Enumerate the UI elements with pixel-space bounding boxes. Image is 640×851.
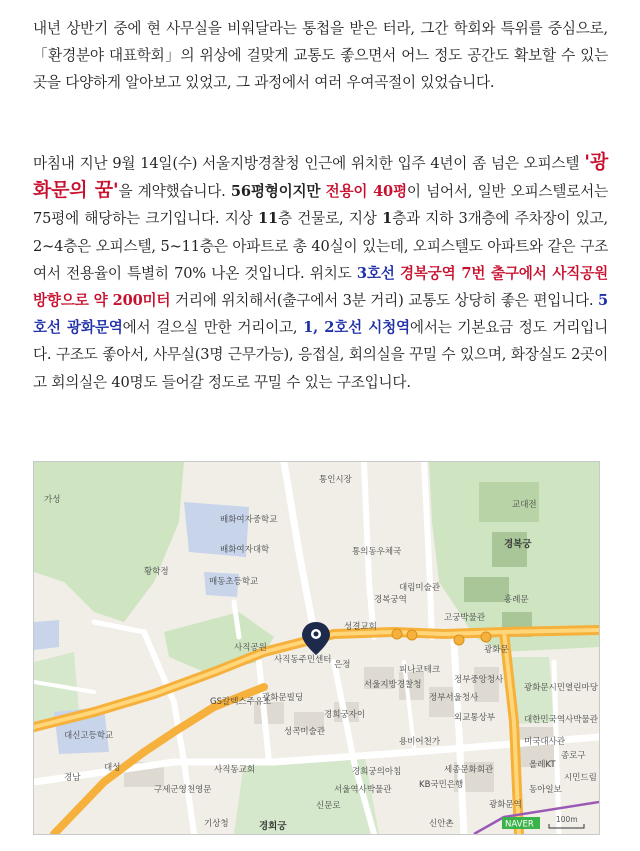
text-segment: 에서는 기본요금 정도 거리입니다. 구조도 좋아서, 사무실(3명 근무가능), 응접실, 회의실을 꾸밀 수 있으며, 화장실도 2곳이고 회의실은 40명도 들어갈 정도로 꾸밀 수 있는 구조입니다. bbox=[33, 319, 608, 391]
line12-highlight: 1, 2호선 시청역 bbox=[303, 319, 410, 337]
map-label: 외교통상부 bbox=[454, 713, 496, 723]
map-label: 광화문시민열린마당 bbox=[524, 683, 598, 693]
map-label: 서울지방경찰청 bbox=[364, 680, 422, 690]
map-label: 대림미술관 bbox=[399, 583, 441, 593]
map-label: 통인시장 bbox=[319, 475, 352, 485]
map-label: 성결교회 bbox=[344, 622, 377, 632]
text-segment: 층과 지하 3개층에 주차장이 있고, 2~4층은 오피스텔, 5~11층은 아파트로 총 40실이 있는데, 오피스텔도 아파트와 같은 구조여서 전용율이 특별히 70% 나온 것입니다. 위치도 bbox=[33, 210, 608, 282]
text-segment: 거리에 위치해서(출구에서 3분 거리) 교통도 상당히 좋은 편입니다. bbox=[170, 292, 599, 310]
map-label: 신안촌 bbox=[429, 819, 454, 829]
text-segment: 마침내 지난 9월 14일(수) 서울지방경찰청 인근에 위치한 입주 4년이 좀 넘은 오피스텔 bbox=[33, 155, 585, 172]
map-label: 대성 bbox=[104, 763, 121, 773]
map-label: 사직공원 bbox=[234, 643, 267, 653]
map-label: 경희궁 bbox=[259, 821, 287, 832]
map-label: 통의동우체국 bbox=[352, 547, 402, 557]
map-label: 은정 bbox=[334, 660, 351, 670]
map-label: 사직동주민센터 bbox=[274, 655, 332, 665]
map-label: 구세군영천영문 bbox=[154, 785, 212, 795]
map-label: 교대전 bbox=[512, 500, 537, 510]
naver-logo bbox=[502, 817, 540, 830]
text-segment: 이 넘어서, 일반 오피스텔로서는 75평에 해당하는 크기입니다. 지상 bbox=[33, 183, 608, 228]
map-label: 정부서울청사 bbox=[429, 693, 479, 703]
map-label: 종로구 bbox=[561, 751, 586, 761]
map-label: KB국민은행 bbox=[419, 780, 464, 790]
map-label: GS칼텍스주유소 bbox=[210, 697, 272, 707]
map-label: 용비어천가 bbox=[399, 737, 441, 747]
map-label: 경복궁역 bbox=[374, 595, 407, 605]
map-label: 고궁박물관 bbox=[444, 613, 486, 623]
svg-text:NAVER: NAVER bbox=[505, 819, 534, 830]
map-label: 피나코테크 bbox=[399, 665, 441, 675]
map-label: 배화여자대학 bbox=[220, 545, 270, 555]
map-canvas[interactable] bbox=[34, 462, 599, 834]
map-label: 기상청 bbox=[204, 819, 229, 829]
map-label: 황학정 bbox=[144, 567, 169, 577]
map-label: 경희궁자이 bbox=[324, 710, 366, 720]
floor1-highlight: 1 bbox=[382, 210, 393, 228]
map-label: 광화문역 bbox=[489, 800, 522, 810]
exit-direction-highlight: 경복궁역 7번 출구에서 사직공원 방향으로 약 200미터 bbox=[33, 264, 608, 310]
map-label: 광화문빌딩 bbox=[262, 693, 304, 703]
floors-highlight: 11 bbox=[258, 210, 278, 228]
line5-highlight: 5호선 광화문역 bbox=[33, 292, 608, 337]
map-label: 흥례문 bbox=[504, 595, 529, 605]
svg-text:100m: 100m bbox=[556, 815, 578, 824]
map-label: 대한민국역사박물관 bbox=[524, 715, 598, 725]
intro-text: 내년 상반기 중에 현 사무실을 비워달라는 통첩을 받은 터라, 그간 학회와 특위를 중심으로, 「환경분야 대표학회」의 위상에 걸맞게 교통도 좋으면서 어느 정도 공간도 확보할 수 있는 곳을 다양하게 알아보고 있었고, 그 과정에서 여러 우여곡절이 있었습니다. bbox=[33, 20, 608, 92]
officetel-name: '광화문의 꿈' bbox=[33, 151, 608, 202]
map-label: 성곡미술관 bbox=[284, 727, 326, 737]
map-label: 경희궁의아침 bbox=[352, 767, 402, 777]
intro-paragraph bbox=[33, 15, 608, 97]
map-label: 서울역사박물관 bbox=[334, 785, 392, 795]
net-area-highlight: 전용이 40평 bbox=[325, 183, 407, 201]
map-label: 광화문 bbox=[484, 645, 509, 655]
text-segment: 에서 걸으실 만한 거리이고, bbox=[122, 319, 304, 337]
map-label: 미국대사관 bbox=[524, 737, 566, 747]
map-label: 정부중앙청사 bbox=[454, 675, 504, 685]
text-segment: 층 건물로, 지상 bbox=[277, 210, 383, 228]
map-label: 세종문화회관 bbox=[444, 765, 494, 775]
map-label: 시민드림 bbox=[564, 773, 597, 783]
map-label: 대신고등학교 bbox=[64, 731, 114, 741]
map-label: 올레KT bbox=[529, 760, 556, 770]
location-map[interactable] bbox=[33, 461, 600, 835]
map-label: 매동초등학교 bbox=[209, 577, 259, 587]
map-label: 신문로 bbox=[316, 801, 341, 811]
text-segment: 을 계약했습니다. bbox=[118, 183, 231, 201]
map-label: 경남 bbox=[64, 773, 81, 783]
size-highlight: 56평형이지만 bbox=[230, 183, 321, 201]
map-label: 배화여자중학교 bbox=[220, 515, 278, 525]
line3-highlight: 3호선 bbox=[356, 264, 395, 282]
contract-paragraph bbox=[33, 149, 608, 396]
map-label: 경복궁 bbox=[504, 539, 532, 550]
map-label: 가성 bbox=[44, 495, 61, 505]
map-label: 동아일보 bbox=[529, 785, 562, 795]
map-label: 사직동교회 bbox=[214, 765, 256, 775]
